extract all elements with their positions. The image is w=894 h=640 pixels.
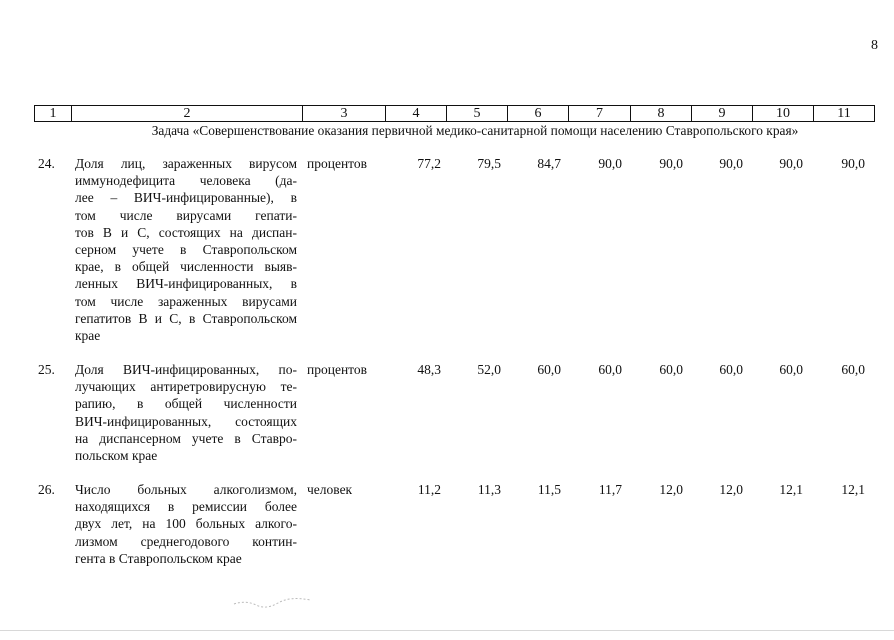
description-line: гепатитов В и С, в Ставропольском xyxy=(75,310,297,326)
page-edge-divider xyxy=(0,630,894,631)
row-description xyxy=(75,155,297,344)
description-line: лее – ВИЧ-инфицированные), в xyxy=(75,190,297,206)
row-description xyxy=(75,361,297,464)
column-header-cell: 7 xyxy=(569,106,631,122)
value-cell: 11,7 xyxy=(598,482,622,497)
value-cell: 90,0 xyxy=(719,156,743,171)
row-number: 25. xyxy=(38,362,55,377)
value-cell: 52,0 xyxy=(477,362,501,377)
value-cell: 12,0 xyxy=(719,482,743,497)
row-unit: процентов xyxy=(307,362,368,377)
description-line: польском крае xyxy=(75,448,158,464)
description-line: рапию, в общей численности xyxy=(75,396,297,412)
description-line: том числе вирусами гепати- xyxy=(75,207,297,223)
description-line: Доля ВИЧ-инфицированных, по- xyxy=(75,362,297,377)
row-description xyxy=(75,481,297,567)
value-cell: 79,5 xyxy=(477,156,501,171)
row-number: 24. xyxy=(38,156,55,171)
value-cell: 60,0 xyxy=(537,362,561,377)
description-line: том числе зараженных вирусами xyxy=(75,293,297,309)
description-line: серном учете в Ставропольском xyxy=(75,242,297,258)
task-title: Задача «Совершенствование оказания первичной медико-санитарной помощи населению Ставропольского края» xyxy=(151,123,799,138)
value-cell: 11,5 xyxy=(537,482,561,497)
description-line: на диспансерном учете в Ставро- xyxy=(75,430,297,446)
column-header-cell: 8 xyxy=(631,106,692,122)
column-header-cell: 2 xyxy=(72,106,303,122)
column-header-cell: 3 xyxy=(303,106,386,122)
description-line: ВИЧ-инфицированных, состоящих xyxy=(75,413,297,429)
page-number: 8 xyxy=(871,38,878,53)
column-header-cell: 9 xyxy=(692,106,753,122)
column-header-cell: 1 xyxy=(35,106,72,122)
column-header-cell: 6 xyxy=(508,106,569,122)
row-unit: человек xyxy=(307,482,353,497)
description-line: крае, в общей численности выяв- xyxy=(75,259,297,275)
column-header-cell: 10 xyxy=(753,106,814,122)
value-cell: 90,0 xyxy=(779,156,803,171)
value-cell: 60,0 xyxy=(779,362,803,377)
column-header-cell: 4 xyxy=(386,106,447,122)
column-header-cell: 11 xyxy=(814,106,875,122)
value-cell: 60,0 xyxy=(598,362,622,377)
value-cell: 60,0 xyxy=(719,362,743,377)
value-cell: 11,2 xyxy=(417,482,441,497)
value-cell: 84,7 xyxy=(537,156,561,171)
value-cell: 60,0 xyxy=(659,362,683,377)
description-line: иммунодефицита человека (да- xyxy=(75,173,297,189)
description-line: лизмом среднегодового контин- xyxy=(75,533,297,549)
column-number-header xyxy=(34,105,875,122)
row-unit: процентов xyxy=(307,156,368,171)
column-header-cell: 5 xyxy=(447,106,508,122)
value-cell: 11,3 xyxy=(477,482,501,497)
description-line: двух лет, на 100 больных алкого- xyxy=(75,516,297,532)
value-cell: 12,0 xyxy=(659,482,683,497)
scan-smudge xyxy=(232,596,312,608)
value-cell: 12,1 xyxy=(779,482,803,497)
value-cell: 48,3 xyxy=(417,362,441,377)
description-line: находящихся в ремиссии более xyxy=(75,499,297,515)
value-cell: 77,2 xyxy=(417,156,441,171)
description-line: ленных ВИЧ-инфицированных, в xyxy=(75,276,297,292)
row-number: 26. xyxy=(38,482,55,497)
description-line: гента в Ставропольском крае xyxy=(75,550,242,566)
description-line: лучающих антиретровирусную те- xyxy=(75,379,297,395)
description-line: тов В и С, состоящих на диспан- xyxy=(75,224,297,240)
value-cell: 90,0 xyxy=(841,156,865,171)
value-cell: 90,0 xyxy=(659,156,683,171)
value-cell: 60,0 xyxy=(841,362,865,377)
description-line: крае xyxy=(75,328,101,344)
description-line: Доля лиц, зараженных вирусом xyxy=(75,156,297,171)
description-line: Число больных алкоголизмом, xyxy=(75,482,297,497)
value-cell: 90,0 xyxy=(598,156,622,171)
value-cell: 12,1 xyxy=(841,482,865,497)
